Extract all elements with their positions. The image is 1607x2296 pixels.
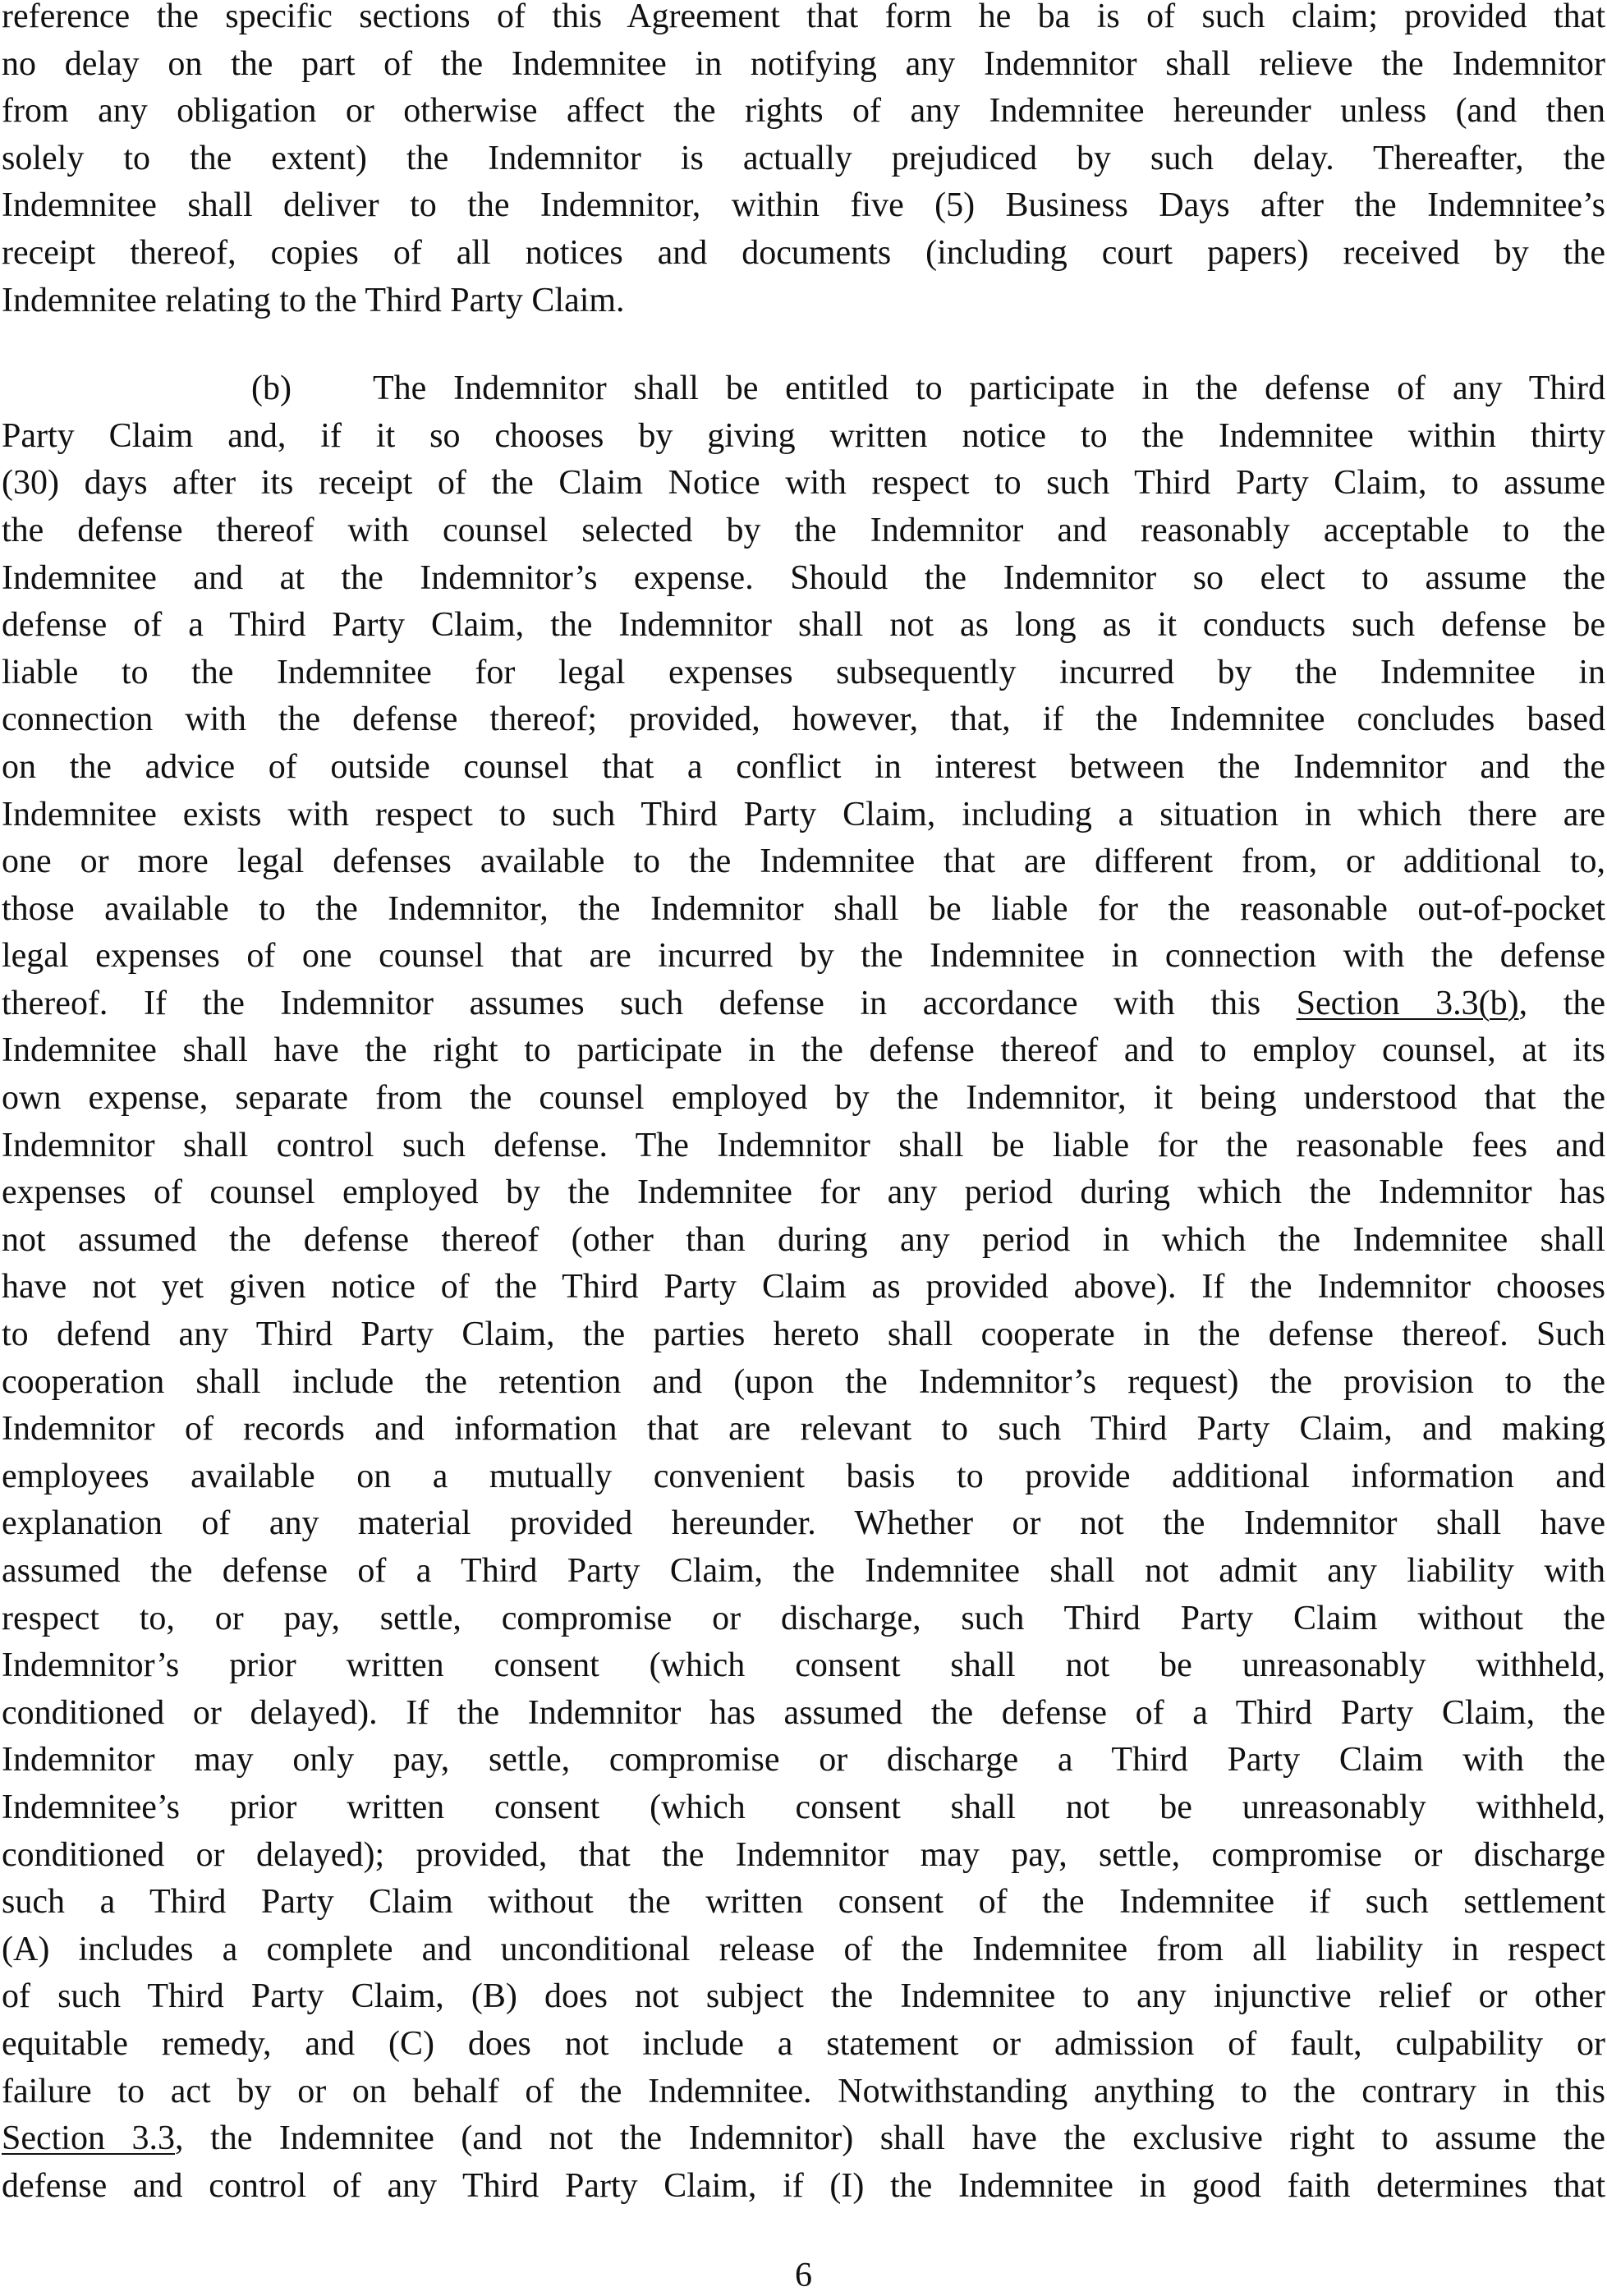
text-segment: own expense, separate from the counsel employed by the Indemnitor, it being understood that the	[2, 1079, 1605, 1118]
text-line	[2, 1075, 1605, 1123]
text-segment: conditioned or delayed). If the Indemnitor has assumed the defense of a Third Party Claim, the	[2, 1693, 1605, 1732]
text-line	[2, 1217, 1605, 1265]
text-line	[2, 2021, 1605, 2069]
text-segment: legal expenses of one counsel that are incurred by the Indemnitee in connection with the defense	[2, 937, 1605, 976]
text-line	[2, 2069, 1605, 2116]
text-segment: assumed the defense of a Third Party Claim, the Indemnitee shall not admit any liability with	[2, 1552, 1605, 1590]
text-line	[2, 1784, 1605, 1832]
text-segment: the defense thereof with counsel selected by the Indemnitor and reasonably acceptable to the	[2, 511, 1605, 549]
text-line	[2, 1690, 1605, 1738]
text-segment: to defend any Third Party Claim, the parties hereto shall cooperate in the defense thereof. Such	[2, 1316, 1605, 1354]
text-line	[2, 88, 1605, 135]
text-segment: Indemnitee exists with respect to such Third Party Claim, including a situation in which there are	[2, 795, 1605, 833]
text-segment: Indemnitee shall have the right to participate in the defense thereof and to employ counsel, at its	[2, 1031, 1605, 1070]
text-line	[2, 792, 1605, 839]
text-line	[2, 507, 1605, 555]
text-line	[2, 1737, 1605, 1784]
text-line	[2, 1027, 1605, 1075]
text-line	[2, 1832, 1605, 1880]
text-segment: expenses of counsel employed by the Indemnitee for any period during which the Indemnitor has	[2, 1173, 1605, 1212]
text-line	[2, 2163, 1605, 2211]
text-segment: Indemnitee relating to the Third Party Claim.	[2, 281, 625, 319]
text-line	[2, 1973, 1605, 2021]
text-line	[2, 1406, 1605, 1453]
text-segment: receipt thereof, copies of all notices and documents (including court papers) received by the	[2, 233, 1605, 272]
text-line	[2, 1500, 1605, 1548]
text-line	[2, 41, 1605, 89]
text-segment: , the Indemnitee (and not the Indemnitor) shall have the exclusive right to assume the	[175, 2119, 1605, 2158]
text-line	[2, 650, 1605, 697]
text-segment: from any obligation or otherwise affect the rights of any Indemnitee hereunder unless (and then	[2, 92, 1605, 131]
text-line	[2, 365, 1605, 413]
text-line	[2, 1926, 1605, 1974]
text-line	[2, 0, 1605, 41]
text-line	[2, 980, 1605, 1028]
text-segment: failure to act by or on behalf of the Indemnitee. Notwithstanding anything to the contrary in this	[2, 2072, 1605, 2110]
text-segment: Indemnitee shall deliver to the Indemnitor, within five (5) Business Days after the Indemnitee’s	[2, 186, 1605, 225]
text-segment: defense of a Third Party Claim, the Indemnitor shall not as long as it conducts such defense be	[2, 606, 1605, 645]
text-line	[2, 1359, 1605, 1407]
text-segment: (A) includes a complete and unconditional release of the Indemnitee from all liability in respect	[2, 1930, 1605, 1968]
text-segment: Indemnitor shall control such defense. The Indemnitor shall be liable for the reasonable fees and	[2, 1126, 1605, 1164]
text-line	[2, 1311, 1605, 1359]
text-line	[2, 555, 1605, 603]
text-line	[2, 1123, 1605, 1170]
paragraph	[2, 365, 1605, 2210]
text-line	[2, 1879, 1605, 1926]
text-segment: on the advice of outside counsel that a conflict in interest between the Indemnitor and the	[2, 747, 1605, 786]
text-segment: no delay on the part of the Indemnitee in notifying any Indemnitor shall relieve the Indemnitor	[2, 44, 1605, 83]
paragraph	[2, 0, 1605, 324]
text-segment: cooperation shall include the retention and (upon the Indemnitor’s request) the provision to the	[2, 1362, 1605, 1401]
text-line	[2, 1264, 1605, 1311]
text-segment: Indemnitee’s prior written consent (which consent shall not be unreasonably withheld,	[2, 1788, 1605, 1826]
text-segment: those available to the Indemnitor, the Indemnitor shall be liable for the reasonable out-of-pocket	[2, 889, 1605, 928]
text-line	[2, 886, 1605, 934]
text-segment: equitable remedy, and (C) does not include a statement or admission of fault, culpability or	[2, 2024, 1605, 2063]
text-segment: solely to the extent) the Indemnitor is actually prejudiced by such delay. Thereafter, the	[2, 139, 1605, 177]
text-segment: respect to, or pay, settle, compromise or discharge, such Third Party Claim without the	[2, 1599, 1605, 1637]
text-segment: liable to the Indemnitee for legal expenses subsequently incurred by the Indemnitee in	[2, 653, 1605, 691]
text-segment: conditioned or delayed); provided, that the Indemnitor may pay, settle, compromise or discharge	[2, 1835, 1605, 1874]
text-line	[2, 1453, 1605, 1501]
text-line	[2, 933, 1605, 980]
text-segment: connection with the defense thereof; provided, however, that, if the Indemnitee concludes based	[2, 700, 1605, 739]
text-segment: have not yet given notice of the Third Party Claim as provided above). If the Indemnitor chooses	[2, 1268, 1605, 1306]
text-segment: such a Third Party Claim without the written consent of the Indemnitee if such settlement	[2, 1883, 1605, 1922]
text-segment: (30) days after its receipt of the Claim Notice with respect to such Third Party Claim, to assume	[2, 464, 1605, 503]
text-line	[2, 1642, 1605, 1690]
text-segment: explanation of any material provided hereunder. Whether or not the Indemnitor shall have	[2, 1504, 1605, 1543]
text-line	[2, 278, 1605, 325]
text-segment: The Indemnitor shall be entitled to participate in the defense of any Third	[373, 370, 1605, 408]
text-line	[2, 460, 1605, 507]
text-line	[2, 602, 1605, 650]
text-line	[2, 744, 1605, 792]
text-segment: defense and control of any Third Party Claim, if (I) the Indemnitee in good faith determines that	[2, 2166, 1605, 2205]
text-segment: , the	[1518, 984, 1605, 1022]
text-line	[2, 2115, 1605, 2163]
text-line	[2, 838, 1605, 886]
text-segment: Indemnitor of records and information that are relevant to such Third Party Claim, and making	[2, 1410, 1605, 1449]
text-segment: employees available on a mutually convenient basis to provide additional information and	[2, 1457, 1605, 1495]
text-line	[2, 1548, 1605, 1596]
section-reference-link[interactable]: Section 3.3(b)	[1296, 984, 1519, 1022]
text-segment: of such Third Party Claim, (B) does not subject the Indemnitee to any injunctive relief or other	[2, 1977, 1605, 2016]
text-segment: Indemnitor’s prior written consent (which consent shall not be unreasonably withheld,	[2, 1646, 1605, 1685]
text-segment: thereof. If the Indemnitor assumes such defense in accordance with this	[2, 984, 1297, 1022]
paragraph-label: (b)	[251, 370, 292, 408]
text-line	[2, 1596, 1605, 1643]
text-line	[2, 182, 1605, 230]
text-segment: one or more legal defenses available to the Indemnitee that are different from, or additional to,	[2, 843, 1605, 881]
text-line	[2, 413, 1605, 461]
text-segment: Indemnitee and at the Indemnitor’s expense. Should the Indemnitor so elect to assume the	[2, 558, 1605, 597]
text-line	[2, 696, 1605, 744]
text-line	[2, 230, 1605, 278]
section-reference-link[interactable]: Section 3.3	[2, 2119, 176, 2158]
document-body	[2, 0, 1605, 2210]
text-segment: Party Claim and, if it so chooses by giving written notice to the Indemnitee within thirty	[2, 416, 1605, 455]
text-segment: Indemnitor may only pay, settle, compromise or discharge a Third Party Claim with the	[2, 1741, 1605, 1779]
text-segment: reference the specific sections of this Agreement that form he ba is of such claim; provided that	[2, 0, 1605, 35]
text-line	[2, 135, 1605, 183]
text-segment: not assumed the defense thereof (other than during any period in which the Indemnitee shall	[2, 1220, 1605, 1259]
page-number: 6	[795, 2257, 812, 2294]
text-line	[2, 1169, 1605, 1217]
